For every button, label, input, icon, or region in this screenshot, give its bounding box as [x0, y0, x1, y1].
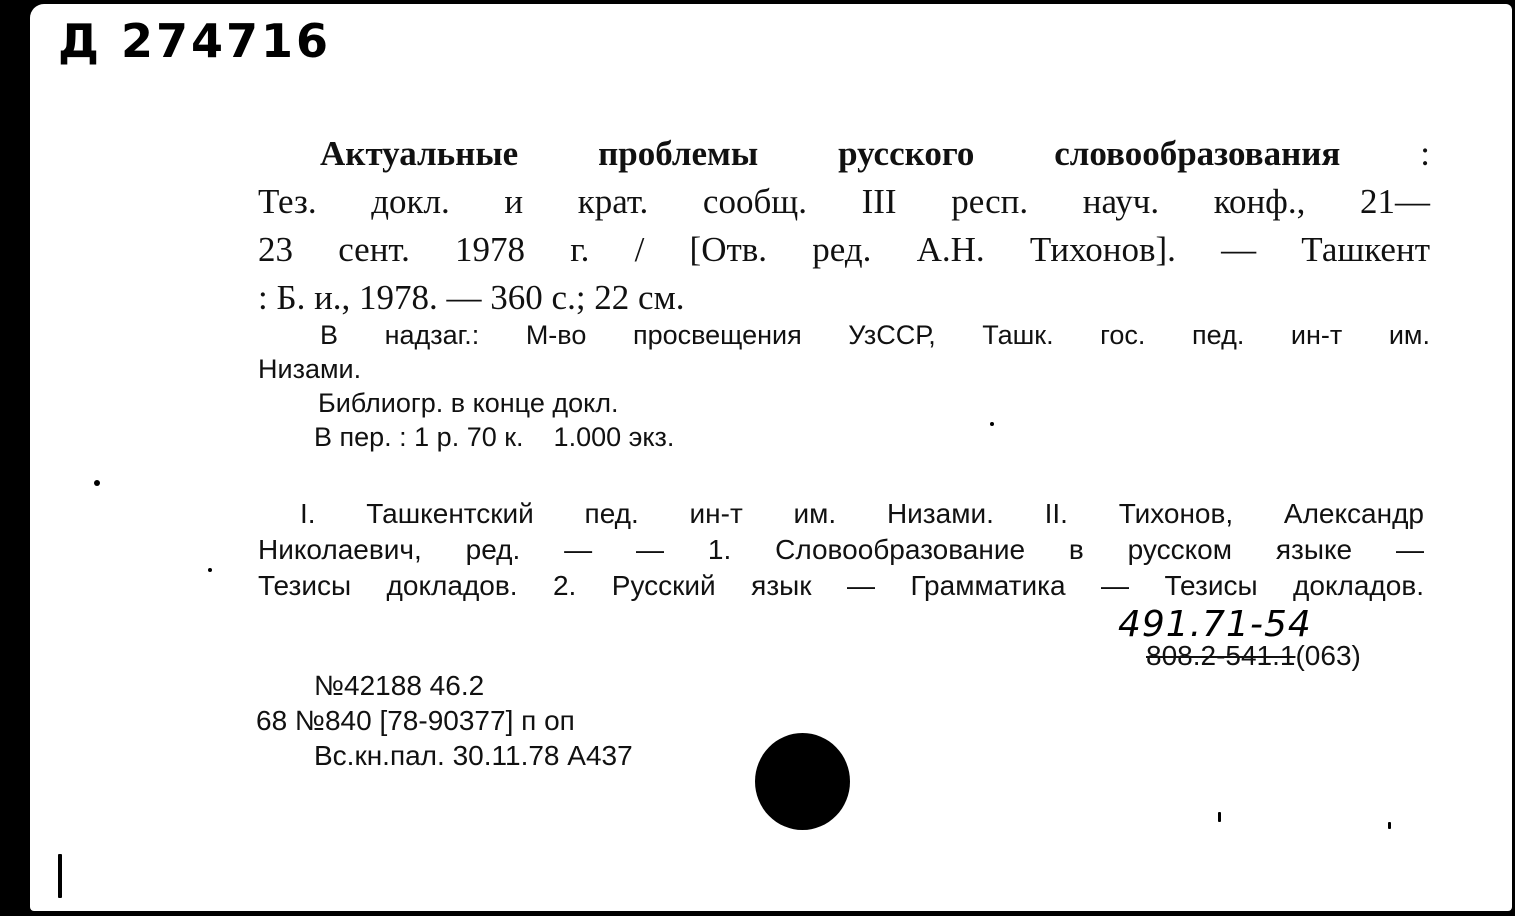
punched-hole-dot: [755, 733, 850, 830]
title-line-3: 23 сент. 1978 г. / [Отв. ред. А.Н. Тихонов]. — Ташкент: [258, 230, 1430, 269]
class-suffix: (063): [1295, 640, 1361, 671]
title-bold: Актуальные проблемы русского словообразования: [320, 134, 1341, 173]
catalog-card: [30, 4, 1512, 911]
note-price: В пер. : 1 р. 70 к. 1.000 экз.: [314, 422, 675, 452]
title-block: [258, 130, 1430, 322]
reg-line-3: Вс.кн.пал. 30.11.78 А437: [314, 740, 633, 771]
speck: [990, 422, 994, 426]
class-index: [1146, 640, 1361, 672]
title-line-4: : Б. и., 1978. — 360 с.; 22 см.: [258, 278, 685, 317]
subject-line-3: Тезисы докладов. 2. Русский язык — Грамматика — Тезисы докладов.: [258, 570, 1424, 601]
reg-line-1: №42188 46.2: [314, 670, 485, 701]
registration-block: [256, 668, 633, 773]
handwritten-number: Д 274716: [58, 14, 332, 68]
reg-line-2: 68 №840 [78-90377] п оп: [256, 705, 575, 736]
subjects-block: [258, 496, 1424, 604]
speck: [94, 480, 100, 486]
subject-line-2: Николаевич, ред. — — 1. Словообразование в русском языке —: [258, 534, 1424, 565]
title-line-2: Тез. докл. и крат. сообщ. III респ. науч. конф., 21—: [258, 182, 1430, 221]
speck: [208, 568, 212, 572]
subject-line-1: I. Ташкентский пед. ин-т им. Низами. II. Тихонов, Александр: [300, 498, 1424, 529]
handwritten-class: 491.71-54: [1118, 604, 1312, 645]
notes-block: [258, 318, 1430, 454]
note-line-2: Низами.: [258, 354, 362, 384]
speck: [1388, 822, 1391, 829]
note-bibliography: Библиогр. в конце докл.: [318, 388, 619, 418]
speck: [1218, 812, 1221, 822]
title-colon: :: [1340, 134, 1430, 173]
crossed-class: 808.2-541.1: [1146, 640, 1296, 671]
speck: [58, 854, 62, 898]
note-line-1: В надзаг.: М-во просвещения УзССР, Ташк. гос. пед. ин-т им.: [320, 320, 1430, 350]
title-line-1: [258, 130, 1430, 178]
